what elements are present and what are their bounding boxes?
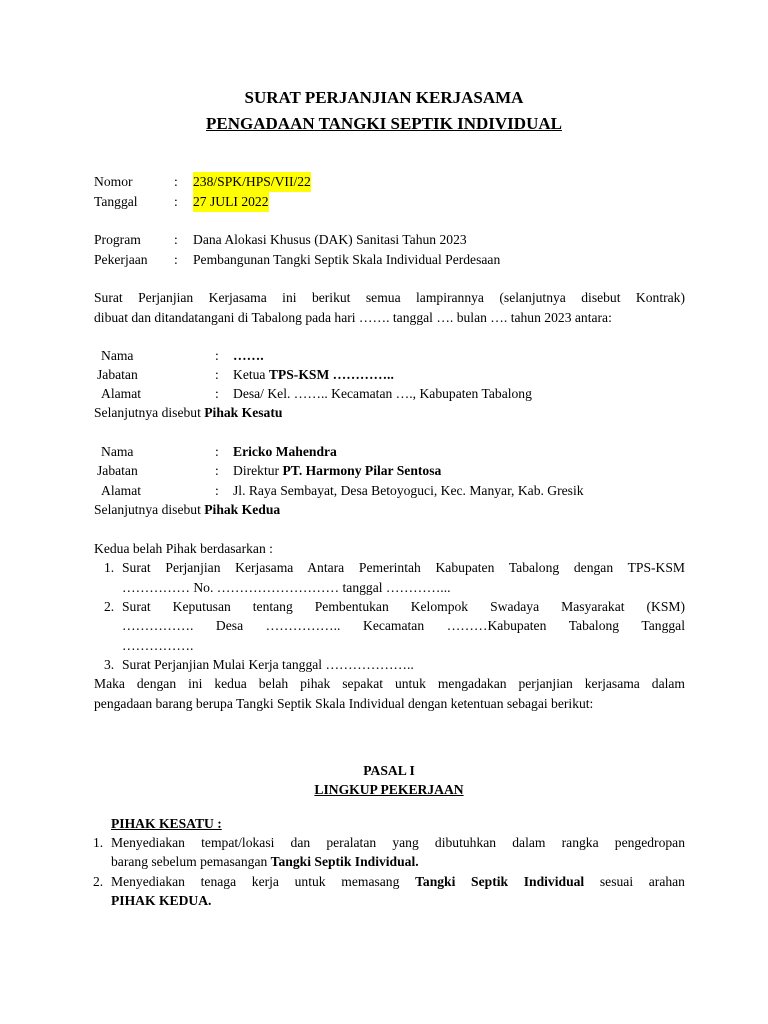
dasar-item2-number: 2. bbox=[104, 599, 115, 614]
pihak1-disebut bbox=[94, 403, 282, 423]
dasar-item1-line2: …………… No. ……………………… tanggal …………... bbox=[122, 580, 451, 595]
pasal-item2-number: 2. bbox=[93, 874, 104, 889]
dasar-item1-line1: Surat Perjanjian Kerjasama Antara Pemerintah Kabupaten Tabalong dengan TPS-KSM bbox=[122, 560, 685, 575]
dasar-heading: Kedua belah Pihak berdasarkan : bbox=[94, 541, 273, 556]
colon: : bbox=[215, 483, 219, 498]
pasal-item2-suffix: sesuai arahan bbox=[584, 874, 685, 889]
pasal-item2-prefix: Menyediakan tenaga kerja untuk memasang bbox=[111, 874, 416, 889]
dasar-item2-line1: Surat Keputusan tentang Pembentukan Kelompok Swadaya Masyarakat (KSM) bbox=[122, 599, 685, 614]
pihak1-nama-value: ……. bbox=[233, 348, 264, 363]
colon: : bbox=[215, 367, 219, 382]
pihak2-jabatan-prefix: Direktur bbox=[233, 463, 283, 478]
colon: : bbox=[215, 348, 219, 363]
colon: : bbox=[174, 252, 178, 267]
pasal-item1-line2-prefix: barang sebelum pemasangan bbox=[111, 854, 271, 869]
dasar-item1-number: 1. bbox=[104, 560, 115, 575]
pasal-item2-line1 bbox=[111, 872, 685, 892]
pihak-kesatu-heading: PIHAK KESATU : bbox=[111, 816, 222, 831]
pihak1-jabatan-label: Jabatan bbox=[97, 367, 138, 382]
dasar-item3-line1: Surat Perjanjian Mulai Kerja tanggal ……………….. bbox=[122, 657, 414, 672]
pihak1-jabatan-prefix: Ketua bbox=[233, 367, 269, 382]
pihak1-nama-label: Nama bbox=[101, 348, 134, 363]
colon: : bbox=[174, 232, 178, 247]
dasar-item3-number: 3. bbox=[104, 657, 115, 672]
nomor-label: Nomor bbox=[94, 174, 133, 189]
program-value: Dana Alokasi Khusus (DAK) Sanitasi Tahun 2023 bbox=[193, 232, 467, 247]
pasal-title: PASAL I bbox=[363, 763, 415, 778]
pasal-item1-number: 1. bbox=[93, 835, 104, 850]
pasal-item2-bold: Tangki Septik Individual bbox=[415, 874, 585, 889]
pihak2-disebut bbox=[94, 500, 280, 520]
colon: : bbox=[215, 386, 219, 401]
pasal-item1-line2 bbox=[111, 852, 419, 872]
pihak1-disebut-bold: Pihak Kesatu bbox=[204, 405, 283, 420]
pekerjaan-value: Pembangunan Tangki Septik Skala Individual Perdesaan bbox=[193, 252, 501, 267]
program-label: Program bbox=[94, 232, 141, 247]
pihak1-alamat-value: Desa/ Kel. …….. Kecamatan …., Kabupaten Tabalong bbox=[233, 386, 532, 401]
maka-line-1: Maka dengan ini kedua belah pihak sepakat untuk mengadakan perjanjian kerjasama dalam bbox=[94, 676, 685, 691]
pihak1-jabatan-value bbox=[233, 365, 394, 385]
pihak2-jabatan-label: Jabatan bbox=[97, 463, 138, 478]
document-title: SURAT PERJANJIAN KERJASAMA bbox=[244, 88, 524, 107]
document-subtitle: PENGADAAN TANGKI SEPTIK INDIVIDUAL bbox=[206, 114, 562, 133]
pihak2-alamat-label: Alamat bbox=[101, 483, 142, 498]
pasal-subtitle: LINGKUP PEKERJAAN bbox=[314, 782, 464, 797]
intro-line-2: dibuat dan ditandatangani di Tabalong pada hari ……. tanggal …. bulan …. tahun 2023 antara: bbox=[94, 310, 612, 325]
pihak2-alamat-value: Jl. Raya Sembayat, Desa Betoyoguci, Kec. Manyar, Kab. Gresik bbox=[233, 483, 584, 498]
pihak2-nama-value: Ericko Mahendra bbox=[233, 444, 337, 459]
pihak2-disebut-bold: Pihak Kedua bbox=[204, 502, 281, 517]
colon: : bbox=[174, 194, 178, 209]
colon: : bbox=[174, 174, 178, 189]
pihak2-nama-label: Nama bbox=[101, 444, 134, 459]
colon: : bbox=[215, 444, 219, 459]
intro-line-1: Surat Perjanjian Kerjasama ini berikut semua lampirannya (selanjutnya disebut Kontrak) bbox=[94, 290, 685, 305]
pihak2-jabatan-value bbox=[233, 461, 441, 481]
dasar-item2-line2: ……………. Desa …………….. Kecamatan ………Kabupaten Tabalong Tanggal bbox=[122, 618, 685, 633]
pasal-item1-line1: Menyediakan tempat/lokasi dan peralatan yang dibutuhkan dalam rangka pengedropan bbox=[111, 835, 685, 850]
maka-line-2: pengadaan barang berupa Tangki Septik Skala Individual dengan ketentuan sebagai berikut: bbox=[94, 696, 594, 711]
pasal-item1-line2-bold: Tangki Septik Individual. bbox=[270, 854, 419, 869]
pihak2-disebut-prefix: Selanjutnya disebut bbox=[94, 502, 205, 517]
pekerjaan-label: Pekerjaan bbox=[94, 252, 148, 267]
pihak1-alamat-label: Alamat bbox=[101, 386, 142, 401]
tanggal-label: Tanggal bbox=[94, 194, 138, 209]
pasal-item2-line2: PIHAK KEDUA. bbox=[111, 893, 212, 908]
tanggal-value: 27 JULI 2022 bbox=[193, 192, 269, 212]
pihak1-disebut-prefix: Selanjutnya disebut bbox=[94, 405, 205, 420]
pihak1-jabatan-org: TPS-KSM ………….. bbox=[268, 367, 394, 382]
pihak2-jabatan-org: PT. Harmony Pilar Sentosa bbox=[282, 463, 442, 478]
colon: : bbox=[215, 463, 219, 478]
dasar-item2-line3: ……………. bbox=[122, 638, 194, 653]
nomor-value: 238/SPK/HPS/VII/22 bbox=[193, 172, 311, 192]
